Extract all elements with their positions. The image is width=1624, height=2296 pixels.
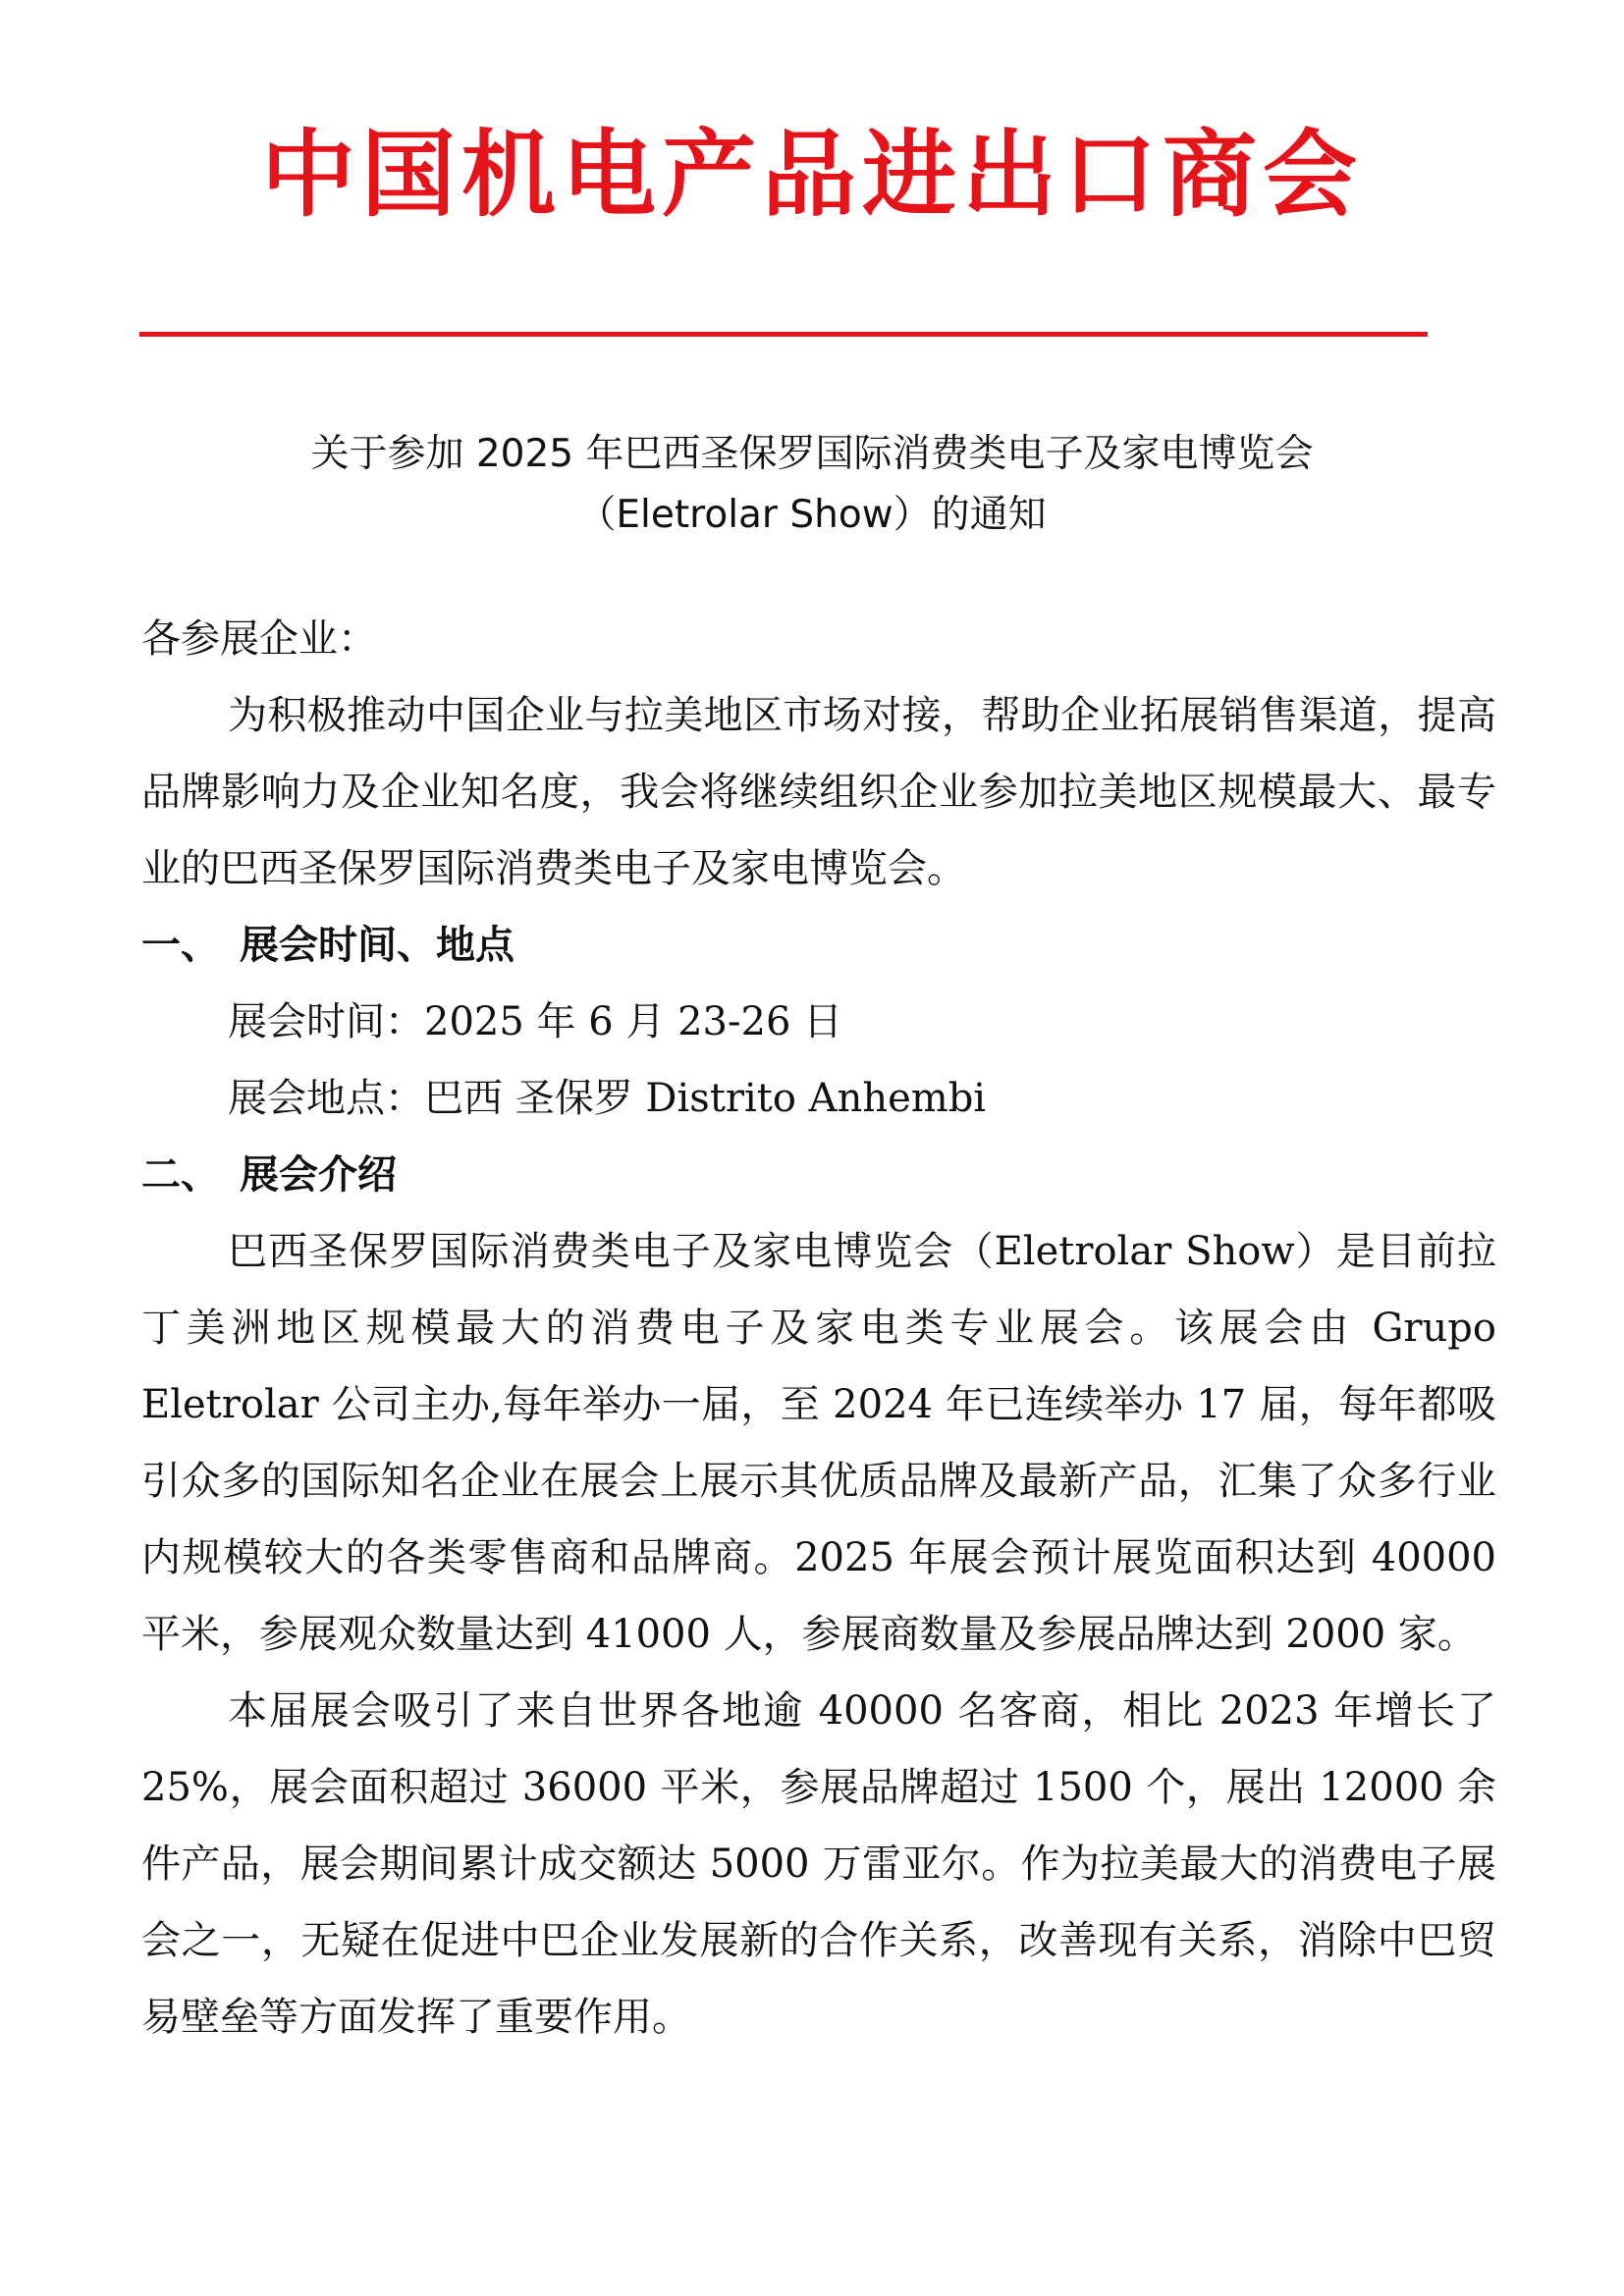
exhibition-venue: 展会地点：巴西 圣保罗 Distrito Anhembi (228, 1076, 987, 1121)
document-title-line-2: （Eletrolar Show）的通知 (577, 493, 1047, 537)
section-1-number: 一、 (141, 923, 220, 968)
document-title (0, 424, 1624, 546)
section-2-number: 二、 (141, 1152, 220, 1198)
section-1-heading (141, 907, 1496, 984)
exhibition-intro-paragraph-2: 本届展会吸引了来自世界各地逾 40000 名客商，相比 2023 年增长了 25%，展会面积超过 36000 平米，参展品牌超过 1500 个，展出 12000 余件产品，展会期间累计成交额达 5000 万雷亚尔。作为拉美最大的消费电子展会之一，无疑在促进中巴企业发展新的合作关系，改善现有关系，消除中巴贸易壁垒等方面发挥了重要作用。 (141, 1688, 1496, 2040)
section-2-title: 展会介绍 (240, 1152, 397, 1198)
salutation: 各参展企业： (141, 616, 377, 662)
document-body (141, 601, 1496, 2056)
exhibition-intro-paragraph-1: 巴西圣保罗国际消费类电子及家电博览会（Eletrolar Show）是目前拉丁美洲地区规模最大的消费电子及家电类专业展会。该展会由 Grupo Eletrolar 公司主办,每年举办一届，至 2024 年已连续举办 17 届，每年都吸引众多的国际知名企业在展会上展示其优质品牌及最新产品，汇集了众多行业内规模较大的各类零售商和品牌商。2025 年展会预计展览面积达到 40000 平米，参展观众数量达到 41000 人，参展商数量及参展品牌达到 2000 家。 (141, 1229, 1496, 1657)
letterhead-org-name: 中国机电产品进出口商会 (261, 120, 1363, 230)
intro-paragraph: 为积极推动中国企业与拉美地区市场对接，帮助企业拓展销售渠道，提高品牌影响力及企业知名度，我会将继续组织企业参加拉美地区规模最大、最专业的巴西圣保罗国际消费类电子及家电博览会。 (141, 693, 1496, 891)
letterhead-divider (139, 332, 1428, 337)
section-2-heading (141, 1137, 1496, 1213)
exhibition-date: 展会时间：2025 年 6 月 23-26 日 (228, 999, 843, 1044)
section-1-title: 展会时间、地点 (240, 923, 514, 968)
document-title-line-1: 关于参加 2025 年巴西圣保罗国际消费类电子及家电博览会 (310, 432, 1314, 476)
